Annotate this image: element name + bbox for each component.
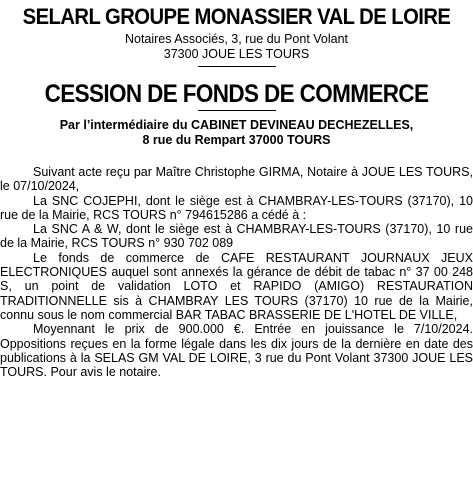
divider-top xyxy=(198,66,276,67)
notice-title: CESSION DE FONDS DE COMMERCE xyxy=(44,80,429,108)
intermediary-block xyxy=(0,118,473,148)
paragraph-deed: Suivant acte reçu par Maître Christophe GIRMA, Notaire à JOUE LES TOURS, le 07/10/2024, xyxy=(0,165,473,194)
paragraph-seller: La SNC COJEPHI, dont le siège est à CHAMBRAY-LES-TOURS (37170), 10 rue de la Mairie, RCS TOURS n° 794615286 a cédé à : xyxy=(0,193,473,222)
address-line-1: Notaires Associés, 3, rue du Pont Volant xyxy=(124,32,349,46)
paragraph-business: Le fonds de commerce de CAFE RESTAURANT JOURNAUX JEUX ELECTRONIQUES auquel sont annexés la gérance de débit de tabac n° 37 00 248 S, un point de validation LOTO et RAPIDO (AMIGO) RESTAURATION TRADITIONNELLE sis à CHAMBRAY LES TOURS (37170) 10 rue de la Mairie, connu sous le nom commercial BAR TABAC BRASSERIE DE L'HOTEL DE VILLE, xyxy=(0,250,473,322)
intermediary-line-2: 8 rue du Rempart 37000 TOURS xyxy=(142,133,331,147)
paragraph-price: Moyennant le prix de 900.000 €. Entrée en jouissance le 7/10/2024. Oppositions reçues en la forme légale dans les dix jours de la dernière en date des publications à la SELAS GM VAL DE LOIRE, 3 rue du Pont Volant 37300 JOUE LES TOURS. Pour avis le notaire. xyxy=(0,322,473,380)
company-title: SELARL GROUPE MONASSIER VAL DE LOIRE xyxy=(22,4,451,29)
notice-body xyxy=(0,165,473,379)
intermediary-line-1: Par l’intermédiaire du CABINET DEVINEAU DECHEZELLES, xyxy=(59,118,414,132)
paragraph-buyer: La SNC A & W, dont le siège est à CHAMBRAY-LES-TOURS (37170), 10 rue de la Mairie, RCS TOURS n° 930 702 089 xyxy=(0,222,473,251)
divider-bottom xyxy=(198,110,276,111)
address-line-2: 37300 JOUE LES TOURS xyxy=(163,47,310,61)
